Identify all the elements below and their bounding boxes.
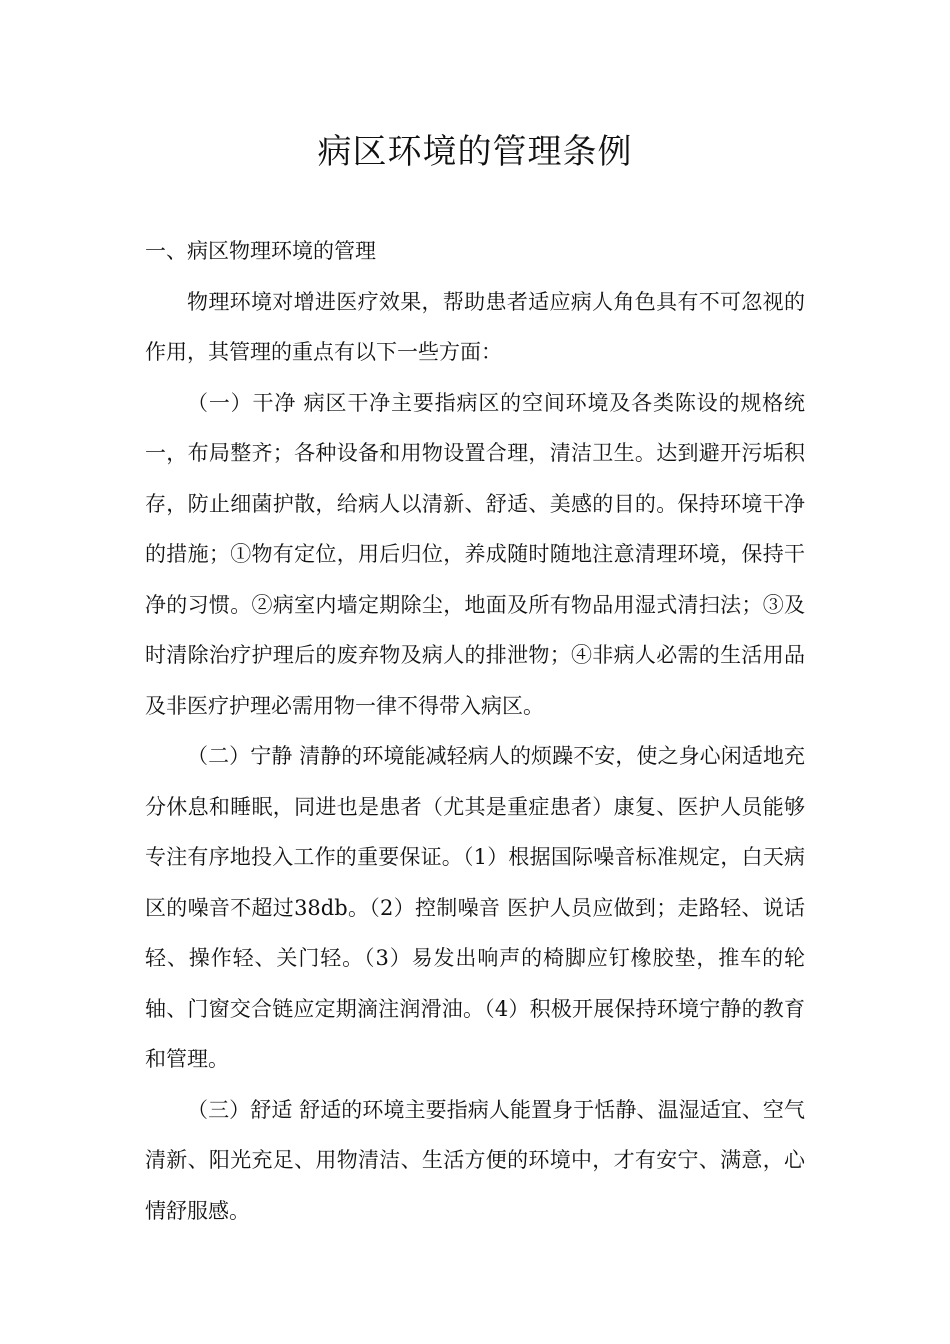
paragraph-comfort: （三）舒适 舒适的环境主要指病人能置身于恬静、温湿适宜、空气清新、阳光充足、用物清洁、生活方便的环境中，才有安宁、满意，心情舒服感。 <box>145 1097 805 1223</box>
document-title: 病区环境的管理条例 <box>317 132 633 172</box>
document-body <box>145 226 805 1236</box>
paragraph-quiet: （二）宁静 清静的环境能减轻病人的烦躁不安，使之身心闲适地充分休息和睡眠，同进也是患者（尤其是重症患者）康复、医护人员能够专注有序地投入工作的重要保证。（1）根据国际噪音标准规定，白天病区的噪音不超过38db。（2）控制噪音 医护人员应做到；走路轻、说话轻、操作轻、关门轻。（3）易发出响声的椅脚应钉橡胶垫，推车的轮轴、门窗交合链应定期滴注润滑油。（4）积极开展保持环境宁静的教育和管理。 <box>145 744 805 1071</box>
paragraph-intro: 物理环境对增进医疗效果，帮助患者适应病人角色具有不可忽视的作用，其管理的重点有以下一些方面： <box>145 289 805 364</box>
section-heading: 一、病区物理环境的管理 <box>145 239 376 263</box>
paragraph-clean: （一）干净 病区干净主要指病区的空间环境及各类陈设的规格统一，布局整齐；各种设备和用物设置合理，清洁卫生。达到避开污垢积存，防止细菌护散，给病人以清新、舒适、美感的目的。保持环境干净的措施；①物有定位，用后归位，养成随时随地注意清理环境，保持干净的习惯。②病室内墙定期除尘，地面及所有物品用湿式清扫法；③及时清除治疗护理后的废弃物及病人的排泄物；④非病人必需的生活用品及非医疗护理必需用物一律不得带入病区。 <box>145 390 805 718</box>
